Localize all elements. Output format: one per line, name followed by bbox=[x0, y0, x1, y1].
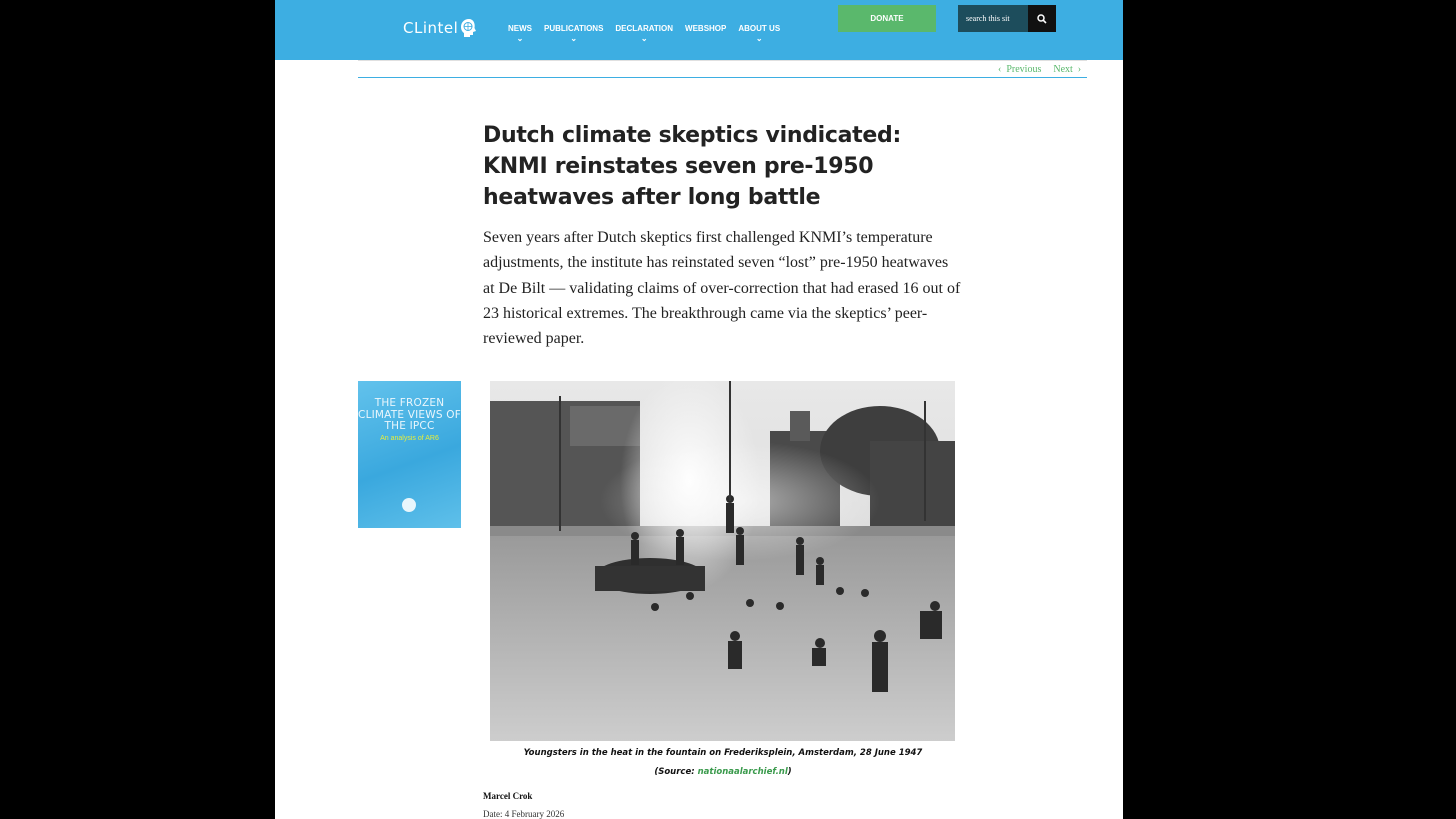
search-button[interactable] bbox=[1028, 5, 1056, 32]
previous-link[interactable]: ‹ Previous bbox=[998, 64, 1042, 75]
nav-news[interactable] bbox=[508, 24, 532, 44]
nav-declaration[interactable] bbox=[615, 24, 673, 44]
chevron-down-icon: ⌄ bbox=[516, 34, 524, 43]
nav-publications-label: PUBLICATIONS bbox=[544, 24, 604, 33]
book-advert[interactable] bbox=[358, 381, 461, 528]
donate-button[interactable]: DONATE bbox=[838, 5, 936, 32]
chevron-down-icon: ⌄ bbox=[640, 34, 648, 43]
search-box bbox=[958, 5, 1056, 32]
globe-head-icon bbox=[460, 18, 478, 38]
nav-publications[interactable] bbox=[544, 24, 603, 44]
chevron-down-icon: ⌄ bbox=[570, 34, 578, 43]
page bbox=[275, 0, 1123, 819]
site-header bbox=[275, 0, 1123, 60]
source-link[interactable]: nationaalarchief.nl bbox=[697, 767, 788, 777]
post-pager bbox=[998, 64, 1081, 75]
search-icon bbox=[1037, 14, 1047, 24]
article-lede: Seven years after Dutch skeptics first challenged KNMI’s temperature adjustments, the institute has reinstated seven “lost” pre-1950 heatwaves at De Bilt — validating claims of over-correction that had erased 16 out of 23 historical extremes. The breakthrough came via the skeptics’ peer-reviewed paper. bbox=[483, 229, 961, 348]
book-subtitle: An analysis of AR6 bbox=[380, 434, 439, 442]
source-suffix: ) bbox=[787, 767, 792, 777]
book-title: THE FROZEN CLIMATE VIEWS OF THE IPCC bbox=[358, 397, 461, 432]
source-prefix: (Source: bbox=[654, 767, 698, 777]
article-title: Dutch climate skeptics vindicated: KNMI reinstates seven pre-1950 heatwaves after long battle bbox=[483, 123, 901, 210]
caption-source bbox=[483, 763, 963, 782]
article-photo bbox=[490, 381, 955, 741]
clintel-logo[interactable] bbox=[403, 18, 478, 38]
clintel-logo-icon bbox=[402, 498, 416, 512]
next-link[interactable]: Next › bbox=[1053, 64, 1082, 75]
caption-text: Youngsters in the heat in the fountain on Frederiksplein, Amsterdam, 28 June 1947 bbox=[523, 748, 923, 758]
nav-declaration-label: DECLARATION bbox=[615, 24, 674, 33]
nav-webshop[interactable] bbox=[685, 24, 726, 44]
publish-date: Date: 4 February 2026 bbox=[483, 809, 565, 819]
nav-about-us-label: ABOUT US bbox=[738, 24, 781, 33]
divider bbox=[358, 77, 1087, 78]
divider bbox=[358, 60, 1087, 61]
logo-text: CLintel bbox=[403, 19, 459, 37]
main-nav bbox=[508, 24, 792, 44]
next-label: Next bbox=[1053, 64, 1073, 75]
chevron-down-icon: ⌄ bbox=[755, 34, 763, 43]
nav-news-label: NEWS bbox=[508, 24, 532, 33]
author-name: Marcel Crok bbox=[483, 791, 533, 801]
fountain-photo bbox=[490, 381, 955, 741]
previous-label: Previous bbox=[1006, 64, 1042, 75]
nav-webshop-label: WEBSHOP bbox=[685, 24, 727, 33]
nav-about-us[interactable] bbox=[738, 24, 780, 44]
photo-caption bbox=[483, 744, 963, 782]
search-input[interactable] bbox=[958, 5, 1028, 32]
